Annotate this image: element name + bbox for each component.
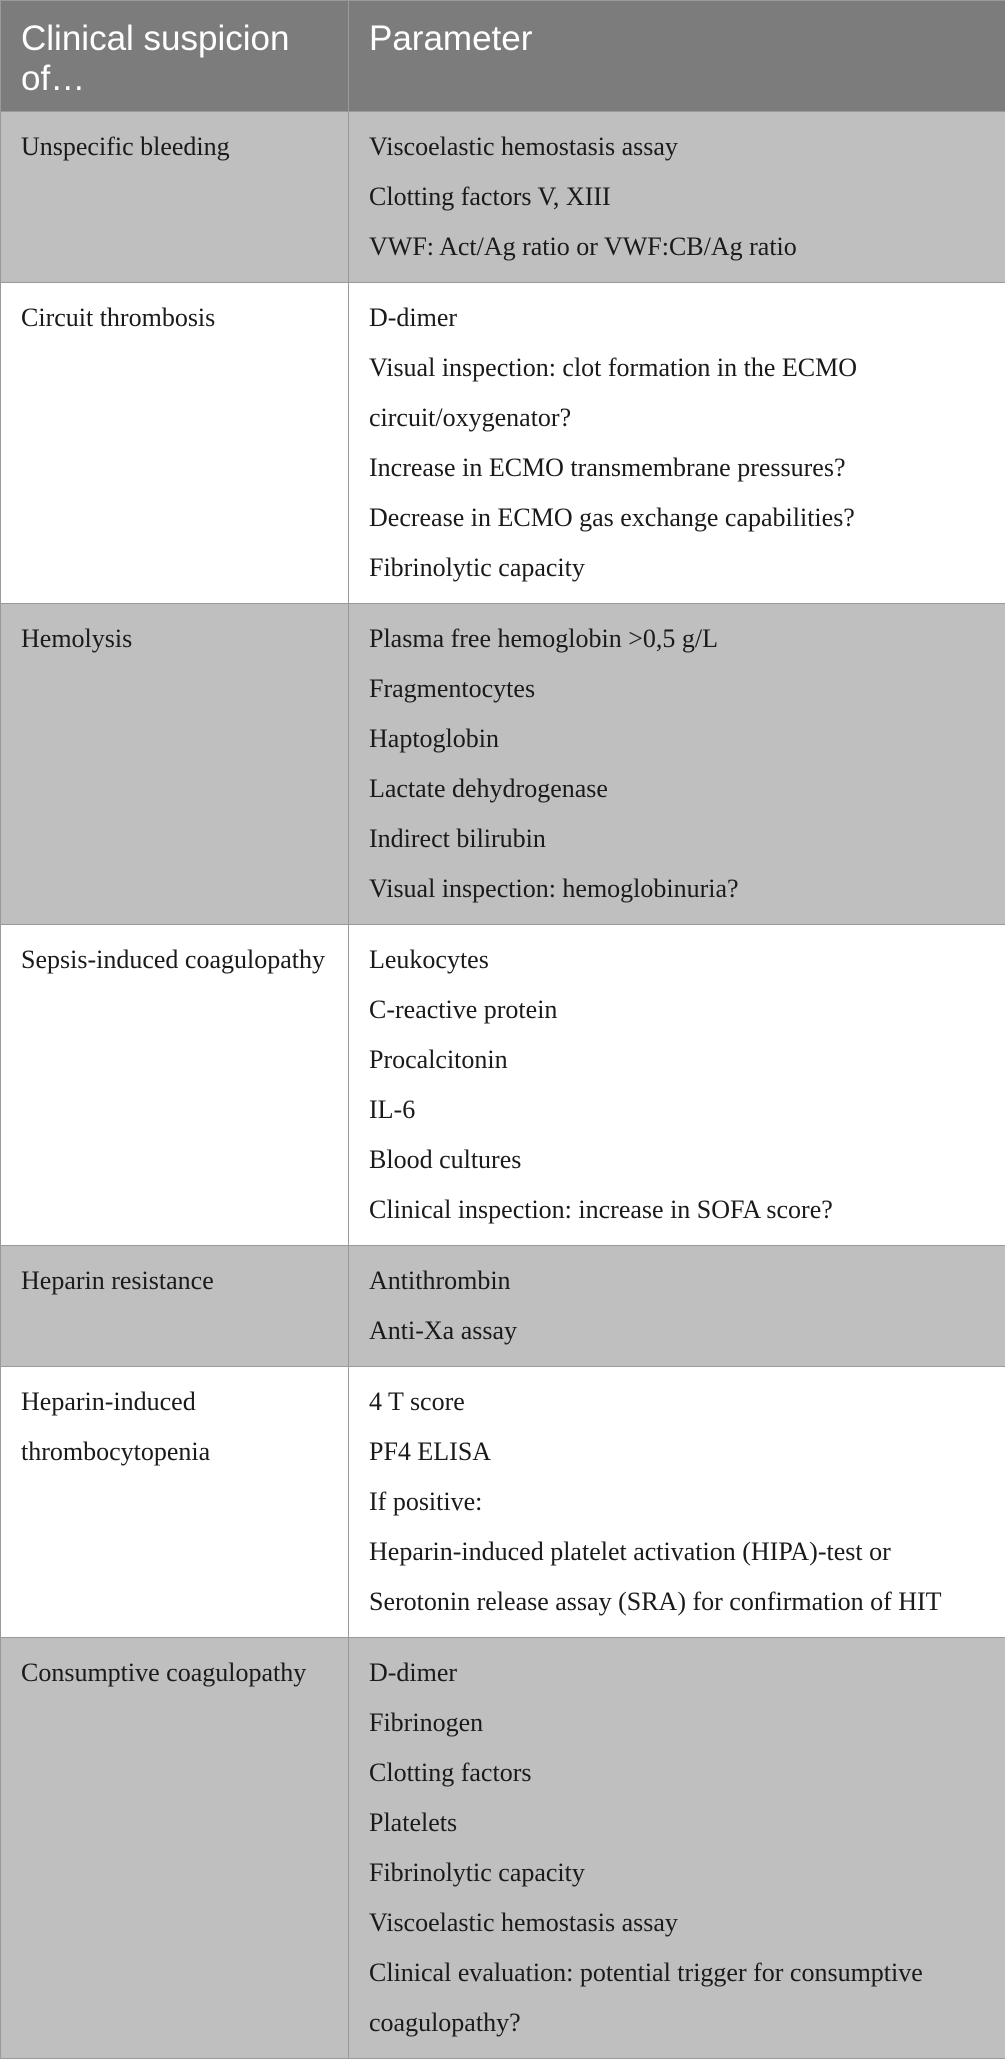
clinical-suspicion-cell: Heparin resistance: [1, 1246, 349, 1367]
parameter-item: Fragmentocytes: [369, 674, 536, 703]
parameter-item: IL-6: [369, 1095, 416, 1124]
parameter-item: Heparin-induced platelet activation (HIPA)-test or Serotonin release assay (SRA) for confirmation of HIT: [369, 1537, 942, 1616]
clinical-suspicion-cell: Consumptive coagulopathy: [1, 1638, 349, 2059]
parameter-item: If positive:: [369, 1487, 483, 1516]
table-row: [1, 112, 1005, 283]
parameter-item: Fibrinolytic capacity: [369, 1858, 585, 1887]
parameter-item: 4 T score: [369, 1387, 465, 1416]
table-body: [1, 112, 1005, 2059]
parameter-item: Viscoelastic hemostasis assay: [369, 1908, 678, 1937]
header-clinical-suspicion: Clinical suspicion of…: [1, 1, 349, 112]
header-parameter: Parameter: [349, 1, 1005, 112]
parameter-cell: [349, 1246, 1005, 1367]
parameter-item: VWF: Act/Ag ratio or VWF:CB/Ag ratio: [369, 232, 797, 261]
parameter-item: Fibrinolytic capacity: [369, 553, 585, 582]
clinical-suspicion-cell: Circuit thrombosis: [1, 283, 349, 604]
parameter-item: Fibrinogen: [369, 1708, 484, 1737]
table-row: [1, 925, 1005, 1246]
parameter-item: Blood cultures: [369, 1145, 522, 1174]
table-row: [1, 604, 1005, 925]
table-row: [1, 1638, 1005, 2059]
parameter-item: Increase in ECMO transmembrane pressures?: [369, 453, 846, 482]
parameter-item: Leukocytes: [369, 945, 489, 974]
parameter-cell: [349, 112, 1005, 283]
parameter-item: Viscoelastic hemostasis assay: [369, 132, 678, 161]
parameter-item: Lactate dehydrogenase: [369, 774, 608, 803]
parameter-item: Procalcitonin: [369, 1045, 508, 1074]
parameter-item: Visual inspection: hemoglobinuria?: [369, 874, 739, 903]
clinical-suspicion-cell: Sepsis-induced coagulopathy: [1, 925, 349, 1246]
parameter-cell: [349, 604, 1005, 925]
parameter-item: D-dimer: [369, 303, 458, 332]
table-header: [1, 1, 1005, 112]
table-row: [1, 1246, 1005, 1367]
parameter-item: Clinical inspection: increase in SOFA score?: [369, 1195, 833, 1224]
clinical-suspicion-cell: Hemolysis: [1, 604, 349, 925]
table-row: [1, 1367, 1005, 1638]
parameter-item: Platelets: [369, 1808, 458, 1837]
parameter-item: Clotting factors V, XIII: [369, 182, 611, 211]
parameter-item: Plasma free hemoglobin >0,5 g/L: [369, 624, 718, 653]
parameter-item: Clotting factors: [369, 1758, 532, 1787]
parameter-item: Indirect bilirubin: [369, 824, 546, 853]
parameter-cell: [349, 925, 1005, 1246]
parameter-item: D-dimer: [369, 1658, 458, 1687]
parameter-item: Clinical evaluation: potential trigger for consumptive coagulopathy?: [369, 1958, 923, 2037]
parameter-item: PF4 ELISA: [369, 1437, 492, 1466]
parameter-item: Anti-Xa assay: [369, 1316, 518, 1345]
parameter-cell: [349, 1638, 1005, 2059]
parameter-item: Decrease in ECMO gas exchange capabilities?: [369, 503, 855, 532]
parameter-item: C-reactive protein: [369, 995, 558, 1024]
table-row: [1, 283, 1005, 604]
parameter-item: Haptoglobin: [369, 724, 499, 753]
parameter-cell: [349, 1367, 1005, 1638]
clinical-suspicion-cell: Heparin-induced thrombocytopenia: [1, 1367, 349, 1638]
parameter-item: Visual inspection: clot formation in the ECMO circuit/oxygenator?: [369, 353, 858, 432]
parameter-item: Antithrombin: [369, 1266, 511, 1295]
parameter-cell: [349, 283, 1005, 604]
header-row: [1, 1, 1005, 112]
clinical-suspicion-cell: Unspecific bleeding: [1, 112, 349, 283]
